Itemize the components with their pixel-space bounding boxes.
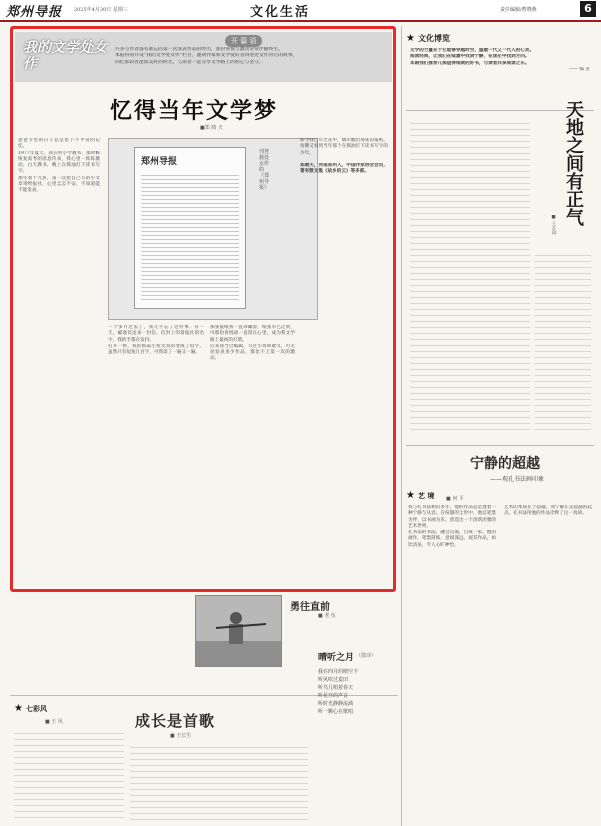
intro-line: 文学的力量在于它能够穿越时空，温暖一代又一代人的心灵。 [410, 48, 535, 53]
page-number: 6 [580, 1, 596, 17]
soldier-illustration [196, 596, 281, 666]
bottom-left-byline: ■ 王 风 [45, 719, 63, 725]
vertical-title: 天地之间有正气 [563, 100, 584, 226]
bottom-left-heading: ★ 七彩风 [14, 703, 47, 714]
essay-text-block [410, 118, 530, 430]
article-title: 忆得当年文学梦 [110, 98, 279, 124]
art-title: 宁静的超越 [470, 456, 540, 472]
sub-byline: ■ 老 伍 [318, 613, 336, 619]
clipping-masthead: 郑州导报 [141, 157, 178, 167]
star-icon: ★ [14, 703, 23, 714]
poem-line: 听时光静静流淌 [318, 701, 354, 707]
star-icon: ★ [406, 490, 415, 501]
poem-body [318, 668, 398, 716]
intro-line: 本期我们推荐几部值得细读的好书，与读者共享阅读之乐。 [410, 60, 530, 66]
bottom-left-text [14, 728, 124, 820]
article-paragraph: 后来我当过编辑，写过小说和散文，可无论发表多少作品，都比不上第一次的激动。 [210, 343, 295, 362]
issue-date: 2025年4月30日 星期三 [74, 7, 128, 13]
banner-line: 回忆那段青涩而美好的时光，与读者一起分享文学路上的初心与坚守。 [115, 59, 264, 65]
page-header [0, 0, 601, 22]
art-byline: ■ 何 平 [446, 496, 464, 502]
art-subtitle: ——观孔书法画印象 [490, 476, 545, 483]
poem-line: 听风吹过麦田 [318, 677, 349, 683]
section-title: 文化生活 [250, 5, 311, 20]
divider [406, 445, 594, 446]
intro-line: 阅读经典，让我们在喧嚣中找到宁静，在迷茫中找到方向。 [410, 54, 530, 60]
art-col-2 [504, 505, 592, 820]
banner-line: 许多写作者都有难忘的第一次发表作品的经历，那份喜悦与激动常常伴随终生。 [115, 47, 283, 52]
growth-text [130, 742, 308, 820]
banner-title: 我的文学处女作 [23, 40, 107, 72]
vertical-byline: ■ 王长印 [551, 215, 556, 235]
art-paragraph: 我与孔书法相识多年，他的作品总是透着一种宁静与从容。在喧嚣的尘世中，他以笔墨为伴，以书画为乐，创造出一个清新淡雅的艺术世界。 [408, 505, 496, 529]
article-paragraph: 那年我十九岁，第一次把自己写的小文章寄给报社，心里忐忑不安，不知道能不能发表。 [18, 175, 100, 194]
article-paragraph: 如今我已年过花甲，偶尔翻出那张旧报纸，仿佛又看到当年那个在煤油灯下读书写字的少年。 [300, 138, 388, 156]
poem-line: 听花开的声音 [318, 693, 349, 699]
article-paragraph: 一个多月过去了，我几乎忘了这件事。有一天，邮递员送来一封信，信封上印着报社的名字，我的手都在发抖。 [108, 325, 204, 343]
banner-line: 本报特别开设“我的文学处女作”栏目，邀请作家和文学爱好者讲述处女作背后的故事， [115, 53, 298, 59]
soldier-photo [195, 595, 282, 667]
poem-byline: （散诗） [356, 653, 377, 659]
article-paragraph: 1977年夏天，我在村小学教书，那时候恢复高考的消息传来，我心里一阵阵激动，白天教书，晚上在煤油灯下读书写字。 [18, 150, 100, 175]
intro-byline: —— 编 者 [568, 66, 590, 72]
growth-byline: ■ 王长生 [170, 733, 192, 739]
essay-text-block [535, 250, 591, 430]
art-col-1 [408, 505, 496, 820]
editor-credit: 责任编辑/曹晓燕 [500, 7, 537, 13]
poem-line: 我在四月的晴空下 [318, 669, 359, 675]
art-paragraph: 艺术的本质在于超越，而宁静正是超越的起点。孔书法用他的作品诠释了这一真谛。 [504, 505, 592, 517]
poem-line: 听一颗心在歌唱 [318, 709, 354, 715]
article-byline: ■郑 晴 天 [200, 125, 223, 131]
photo-caption: 刊登我处女作的《郑州导报》 [259, 149, 270, 191]
culture-intro [410, 48, 590, 73]
banner-label: 开 篇 语 [225, 35, 262, 47]
article-paragraph: 打开一看，我的那篇小短文真的变成了铅字，虽然只有短短几百字，可我读了一遍又一遍。 [108, 343, 204, 356]
column-divider [401, 26, 402, 826]
newspaper-logo: 郑州导报 [6, 5, 63, 20]
star-icon: ★ [406, 33, 415, 44]
article-paragraph: 爸爸节里的日子总是留下不平常的记忆。 [18, 138, 100, 150]
art-section: ★ 艺 境 [406, 490, 435, 501]
article-paragraph: 那张报纸我一直珍藏着，纸张早已泛黄，可那份喜悦却一直留在心里，成为我文学路上最初的灯塔。 [210, 325, 295, 343]
culture-heading: ★ 文化博览 [406, 33, 450, 44]
poem-line: 听鸟儿唱着春天 [318, 685, 354, 691]
feature-red-border [10, 26, 396, 592]
poem-title: 晴听之月 [318, 653, 355, 663]
growth-title: 成长是首歌 [135, 712, 216, 730]
sub-heading: 勇往直前 [290, 602, 330, 613]
art-paragraph: 孔书法的书法，融会贯通，自成一家。他的画作，笔墨简练，意境深远。观其作品，如饮清泉，令人心旷神怡。 [408, 530, 496, 548]
author-bio: 郑晴天，河南郑州人，中国作家协会会员，著有散文集《故乡的云》等多部。 [300, 162, 388, 175]
